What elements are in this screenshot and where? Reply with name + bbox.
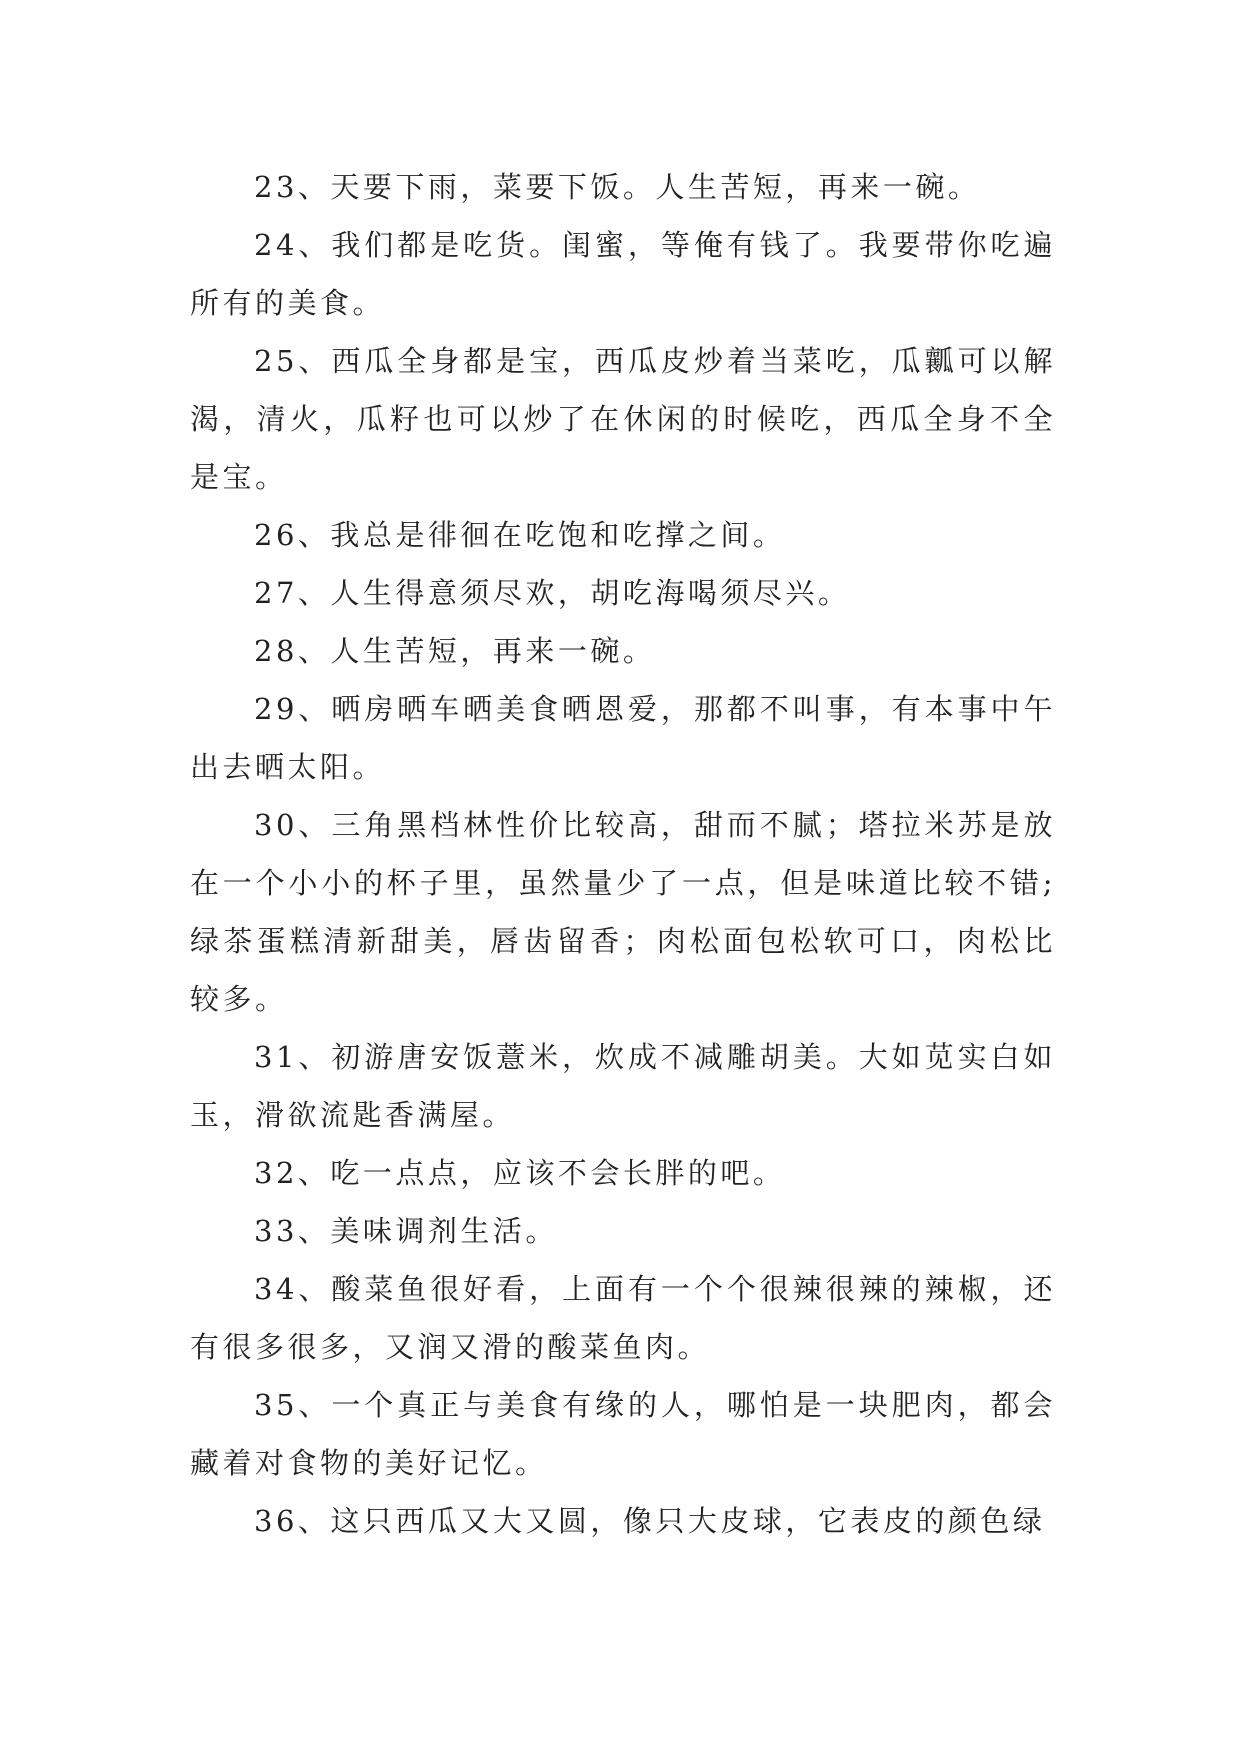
paragraph-27: 27、人生得意须尽欢，胡吃海喝须尽兴。	[254, 576, 851, 610]
paragraph-23: 23、天要下雨，菜要下饭。人生苦短，再来一碗。	[254, 170, 981, 204]
paragraph-34: 34、酸菜鱼很好看，上面有一个个很辣很辣的辣椒，还有很多很多，又润又滑的酸菜鱼肉。	[190, 1272, 1056, 1364]
paragraph-28: 28、人生苦短，再来一碗。	[254, 634, 656, 668]
document-body	[190, 158, 1056, 1550]
paragraph-33: 33、美味调剂生活。	[254, 1214, 558, 1248]
paragraph-24: 24、我们都是吃货。闺蜜，等俺有钱了。我要带你吃遍所有的美食。	[190, 228, 1056, 320]
paragraph-31: 31、初游唐安饭薏米，炊成不减雕胡美。大如苋实白如玉，滑欲流匙香满屋。	[190, 1040, 1056, 1132]
paragraph-32: 32、吃一点点，应该不会长胖的吧。	[254, 1156, 786, 1190]
paragraph-36: 36、这只西瓜又大又圆，像只大皮球，它表皮的颜色绿	[254, 1504, 1046, 1538]
paragraph-26: 26、我总是徘徊在吃饱和吃撑之间。	[254, 518, 786, 552]
paragraph-29: 29、晒房晒车晒美食晒恩爱，那都不叫事，有本事中午出去晒太阳。	[190, 692, 1056, 784]
paragraph-25: 25、西瓜全身都是宝，西瓜皮炒着当菜吃，瓜瓤可以解渴，清火，瓜籽也可以炒了在休闲的时候吃，西瓜全身不全是宝。	[190, 344, 1056, 494]
paragraph-35: 35、一个真正与美食有缘的人，哪怕是一块肥肉，都会藏着对食物的美好记忆。	[190, 1388, 1056, 1480]
paragraph-30: 30、三角黑档林性价比较高，甜而不腻；塔拉米苏是放在一个小小的杯子里，虽然量少了一点，但是味道比较不错;绿茶蛋糕清新甜美，唇齿留香；肉松面包松软可口，肉松比较多。	[190, 808, 1056, 1016]
